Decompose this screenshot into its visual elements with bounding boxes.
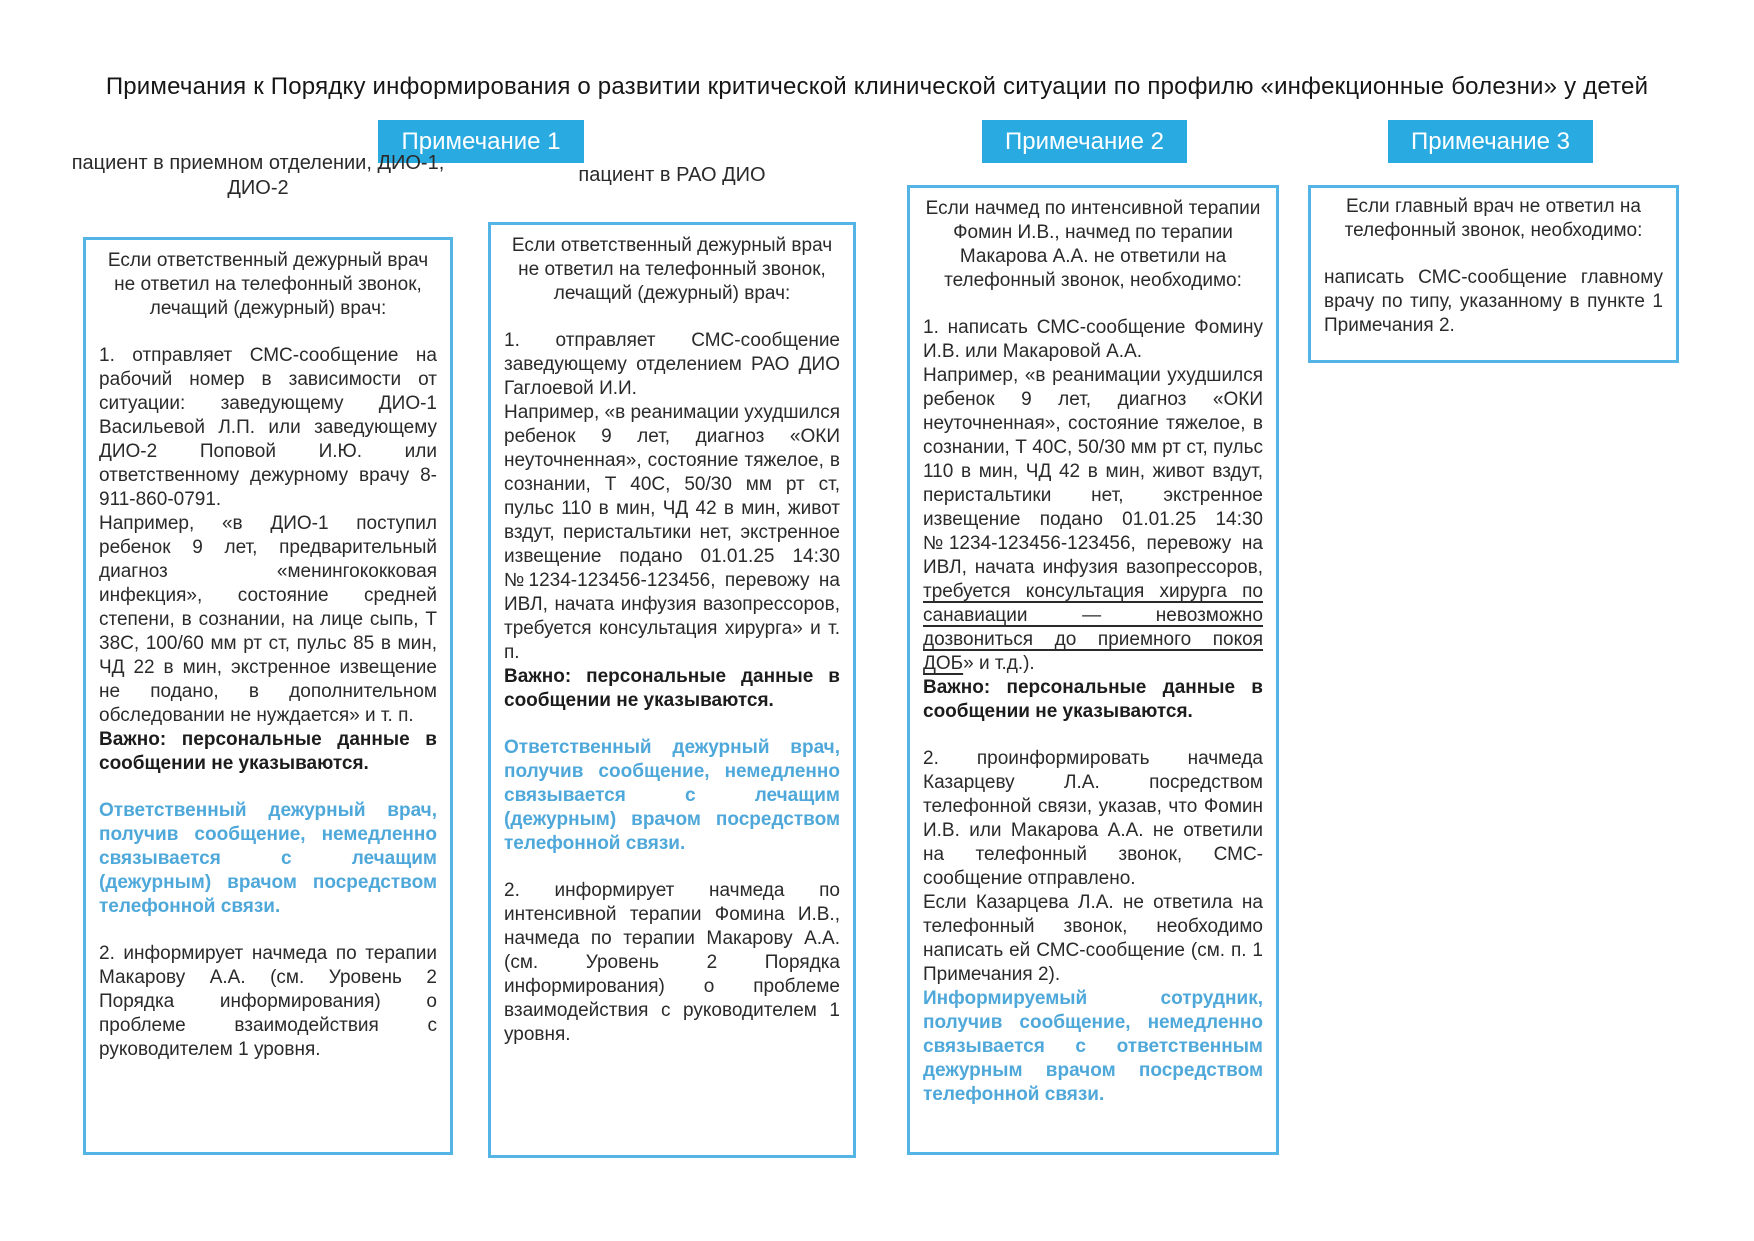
badge-note-2: Примечание 2 bbox=[982, 120, 1187, 163]
box3-blue-note: Информируемый сотрудник, получив сообщение, немедленно связывается с ответственным дежурным врачом посредством телефонной связи. bbox=[923, 988, 1263, 1105]
box3-item-2: 2. проинформировать начмеда Казарцеву Л.А. посредством телефонной связи, указав, что Фомин И.В. или Макарова А.А. не ответили на телефонный звонок, СМС-сообщение отправлено. bbox=[923, 748, 1263, 889]
box2-blue-note: Ответственный дежурный врач, получив сообщение, немедленно связывается с лечащим (дежурным) врачом посредством телефонной связи. bbox=[504, 737, 840, 854]
box1-item-2: 2. информирует начмеда по терапии Макарову А.А. (см. Уровень 2 Порядка информирования) о проблеме взаимодействия с руководителем 1 уровня. bbox=[99, 943, 437, 1060]
box2-item-2: 2. информирует начмеда по интенсивной терапии Фомина И.В., начмеда по терапии Макарову А.А. (см. Уровень 2 Порядка информирования) о проблеме взаимодействия с руководителем 1 уровня. bbox=[504, 880, 840, 1045]
box2-example: Например, «в реанимации ухудшился ребенок 9 лет, диагноз «ОКИ неуточненная», состояние тяжелое, в сознании, Т 40С, 50/30 мм рт ст, пульс 110 в мин, ЧД 42 в мин, живот вздут, перистальтики нет, экстренное извещение подано 01.01.25 14:30 №1234-123456-123456, перевожу на ИВЛ, начата инфузия вазопрессоров, требуется консультация хирурга» и т. п. bbox=[504, 402, 840, 663]
box3-important-note: Важно: персональные данные в сообщении не указываются. bbox=[923, 677, 1263, 722]
box4-intro: Если главный врач не ответил на телефонный звонок, необходимо: bbox=[1344, 196, 1643, 241]
box3-example-underlined: требуется консультация хирурга по санавиации — невозможно дозвониться до приемного покоя ДОБ bbox=[923, 581, 1263, 674]
badge-note-3: Примечание 3 bbox=[1388, 120, 1593, 163]
box1-example: Например, «в ДИО-1 поступил ребенок 9 лет, предварительный диагноз «менингококковая инфекция», состояние средней степени, в сознании, на лице сыпь, Т 38С, 100/60 мм рт ст, пульс 85 в мин, ЧД 22 в мин, экстренное извещение не подано, в дополнительном обследовании не нуждается» и т. п. bbox=[99, 513, 437, 726]
box3-example bbox=[923, 364, 1263, 676]
box4-body: написать СМС-сообщение главному врачу по типу, указанному в пункте 1 Примечания 2. bbox=[1324, 267, 1663, 336]
note3-box bbox=[1308, 185, 1679, 363]
box3-intro: Если начмед по интенсивной терапии Фомин И.В., начмед по терапии Макарова А.А. не ответили на телефонный звонок, необходимо: bbox=[925, 198, 1261, 291]
note2-box bbox=[907, 185, 1279, 1155]
box2-intro: Если ответственный дежурный врач не ответил на телефонный звонок, лечащий (дежурный) врач: bbox=[511, 235, 833, 304]
page-title: Примечания к Порядку информирования о развитии критической клинической ситуации по профилю «инфекционные болезни» у детей bbox=[105, 73, 1649, 100]
box2-item-1: 1. отправляет СМС-сообщение заведующему отделением РАО ДИО Гаглоевой И.И. bbox=[504, 330, 840, 399]
box3-example-start: Например, «в реанимации ухудшился ребенок 9 лет, диагноз «ОКИ неуточненная», состояние тяжелое, в сознании, Т 40С, 50/30 мм рт ст, пульс 110 в мин, ЧД 42 в мин, живот вздут, перистальтики нет, экстренное извещение подано 01.01.25 14:30 №1234-123456-123456, перевожу на ИВЛ, начата инфузия вазопрессоров, bbox=[923, 365, 1263, 578]
note1-box-admission bbox=[83, 237, 453, 1155]
note1-box-rao bbox=[488, 222, 856, 1158]
box1-intro: Если ответственный дежурный врач не ответил на телефонный звонок, лечащий (дежурный) врач: bbox=[107, 250, 429, 319]
box3-example-end: » и т.д.). bbox=[963, 653, 1035, 674]
column2-header: пациент в РАО ДИО bbox=[578, 164, 766, 186]
column1-header: пациент в приемном отделении, ДИО-1, ДИО-2 bbox=[71, 152, 445, 199]
badge-note-1: Примечание 1 bbox=[378, 120, 584, 163]
box1-blue-note: Ответственный дежурный врач, получив сообщение, немедленно связывается с лечащим (дежурным) врачом посредством телефонной связи. bbox=[99, 800, 437, 917]
box3-item-1: 1. написать СМС-сообщение Фомину И.В. или Макаровой А.А. bbox=[923, 317, 1263, 362]
box3-item-2-extra: Если Казарцева Л.А. не ответила на телефонный звонок, необходимо написать ей СМС-сообщение (см. п. 1 Примечания 2). bbox=[923, 892, 1263, 985]
box2-important-note: Важно: персональные данные в сообщении не указываются. bbox=[504, 666, 840, 711]
box1-important-note: Важно: персональные данные в сообщении не указываются. bbox=[99, 729, 437, 774]
box1-item-1: 1. отправляет СМС-сообщение на рабочий номер в зависимости от ситуации: заведующему ДИО-1 Васильевой Л.П. или заведующему ДИО-2 Поповой И.Ю. или ответственному дежурному врачу 8-911-860-0791. bbox=[99, 345, 437, 510]
